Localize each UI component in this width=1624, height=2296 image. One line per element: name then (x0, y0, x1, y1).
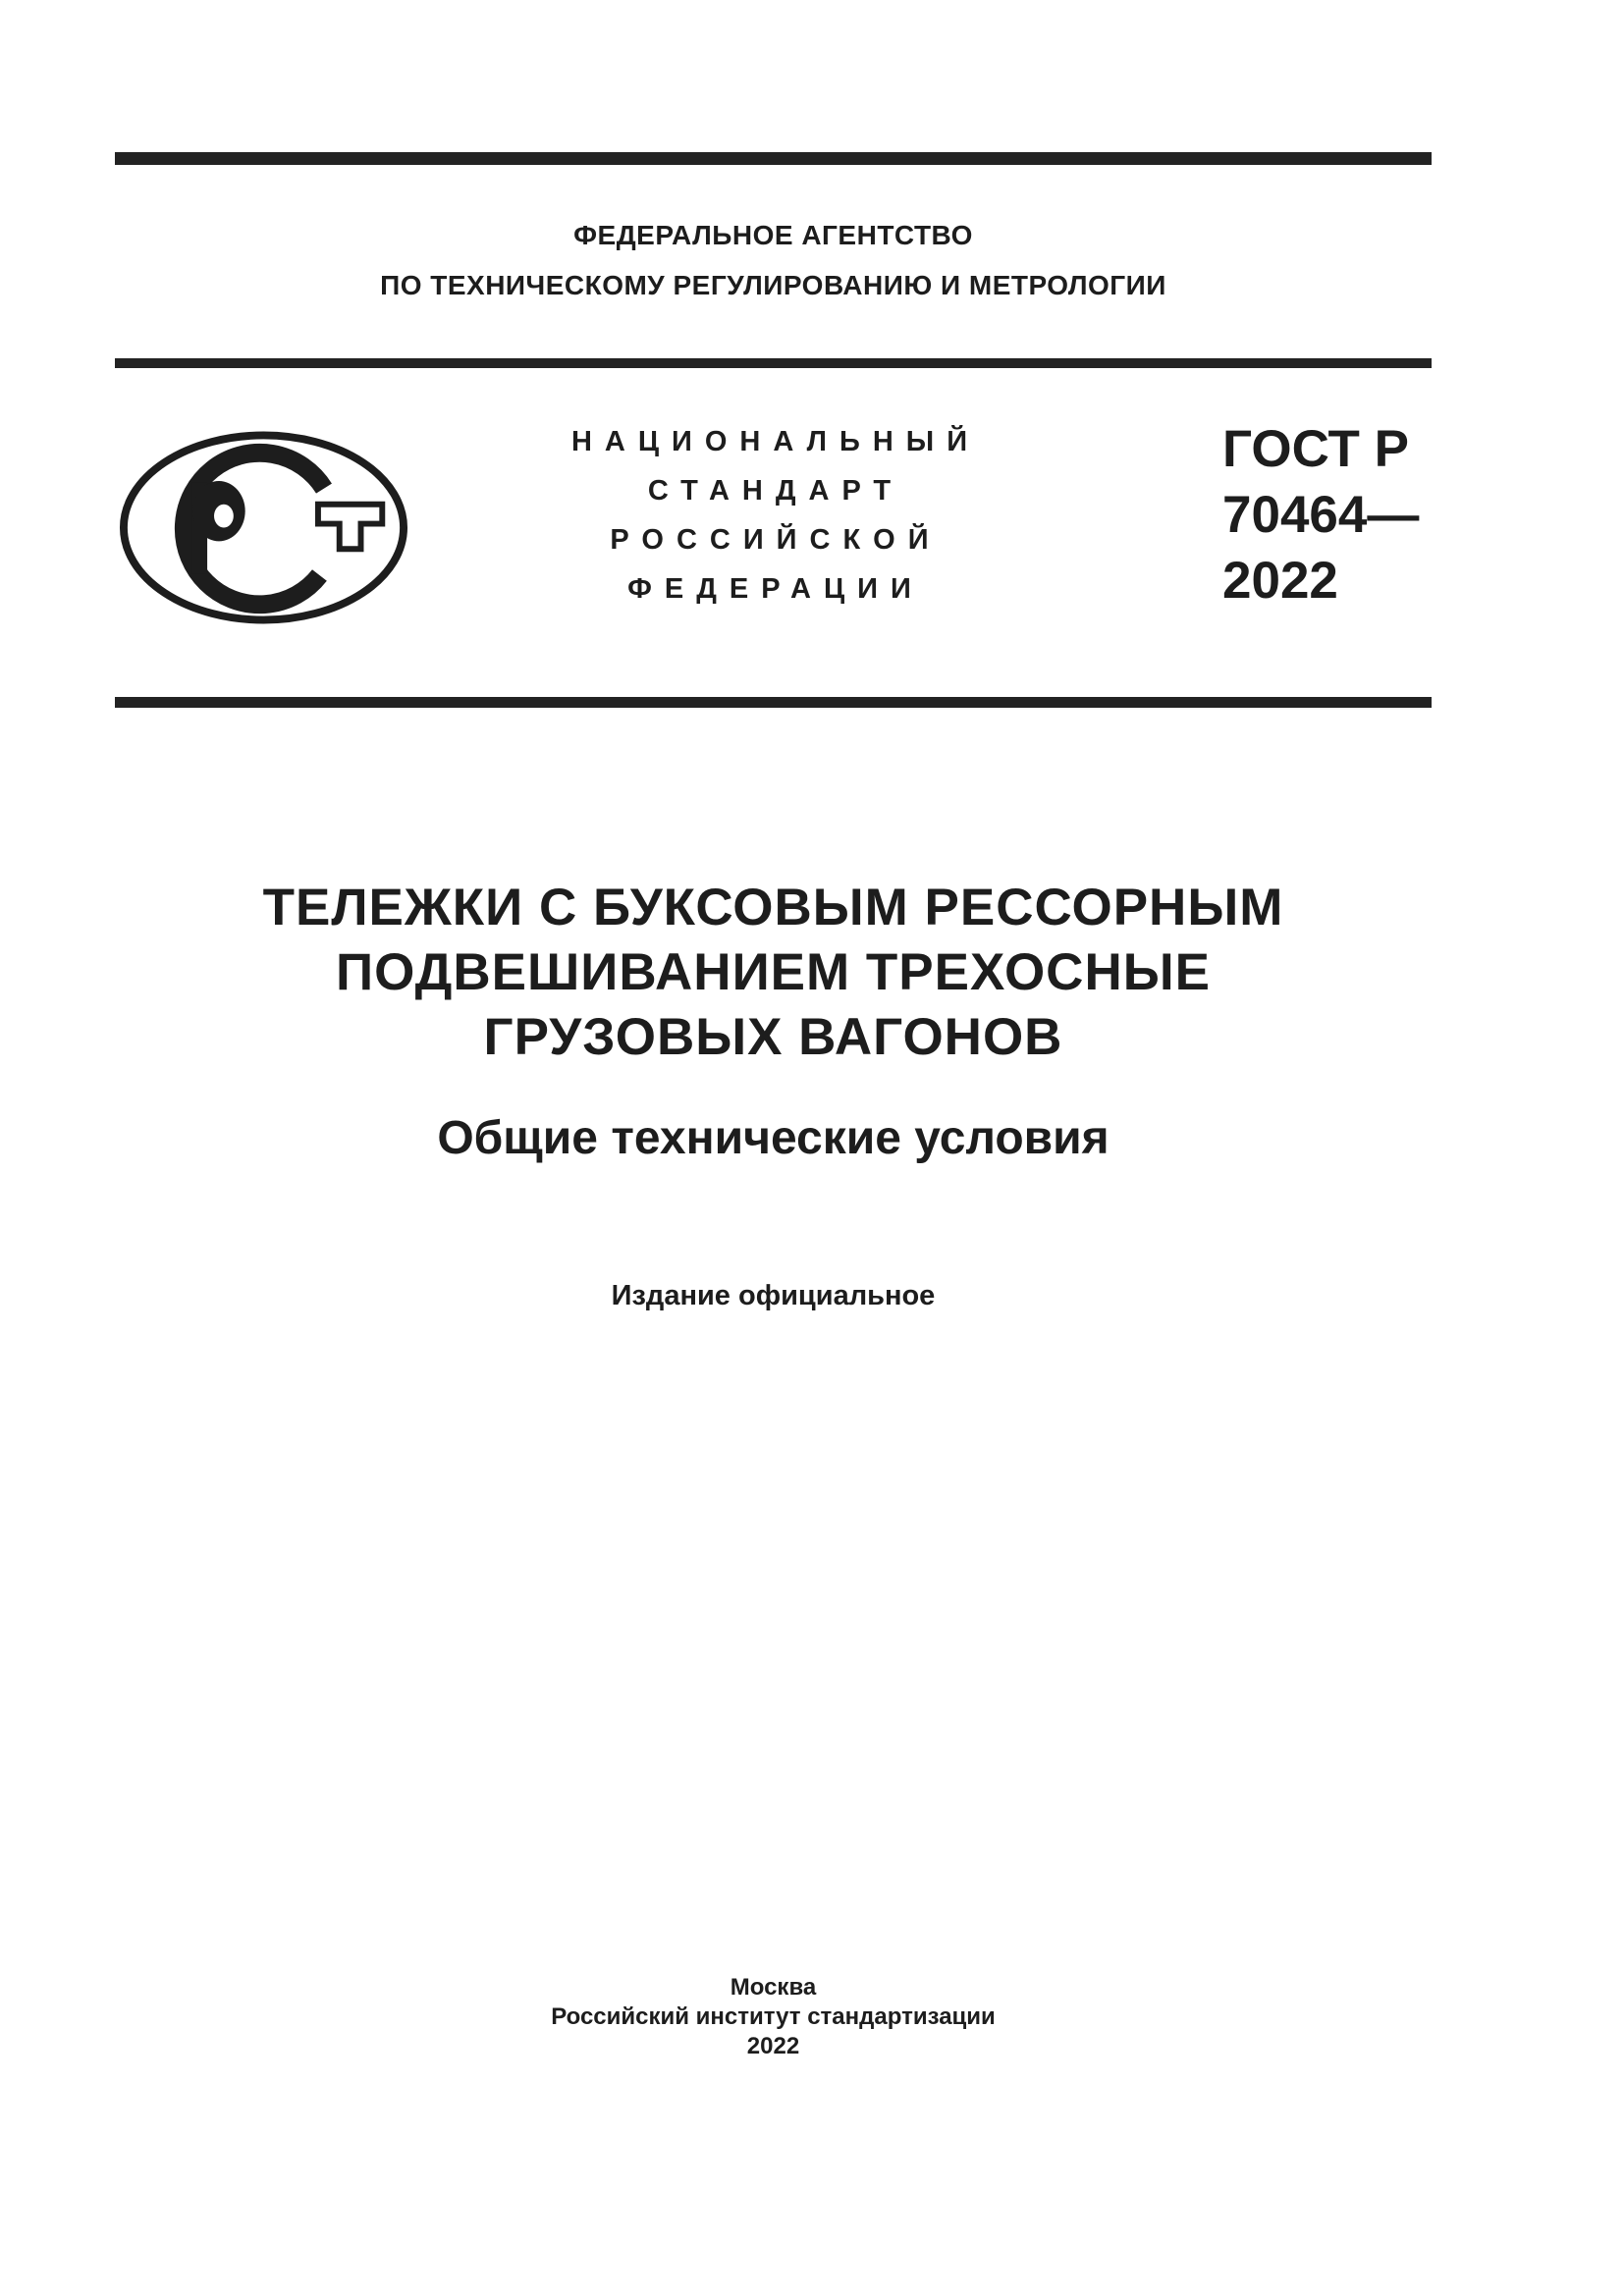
imprint-year: 2022 (746, 2033, 800, 2059)
rst-logo-icon (118, 430, 409, 625)
designation-line-3: 2022 (1222, 552, 1338, 610)
title-line-3: ГРУЗОВЫХ ВАГОНОВ (483, 1008, 1063, 1066)
document-title (115, 876, 1432, 1070)
standard-type-heading (452, 417, 1100, 614)
title-line-1: ТЕЛЕЖКИ С БУКСОВЫМ РЕССОРНЫМ (262, 879, 1284, 936)
designation-line-1: ГОСТ Р (1222, 420, 1409, 478)
standard-type-line-1: НАЦИОНАЛЬНЫЙ (570, 426, 981, 457)
bottom-rule (115, 697, 1432, 708)
standard-designation (1222, 416, 1419, 614)
designation-line-2: 70464— (1222, 486, 1420, 544)
rst-logo-drawing (118, 430, 409, 625)
imprint-publisher: Российский институт стандартизации (551, 2003, 996, 2030)
standard-type-line-2: СТАНДАРТ (647, 475, 904, 507)
imprint-block (115, 1973, 1432, 2061)
top-rule (115, 152, 1432, 165)
agency-header (115, 210, 1432, 310)
standard-type-line-3: РОССИЙСКОЙ (610, 524, 942, 556)
imprint-city: Москва (730, 1974, 817, 2001)
standard-type-line-4: ФЕДЕРАЦИИ (627, 573, 924, 605)
middle-rule (115, 358, 1432, 368)
edition-note: Издание официальное (611, 1280, 936, 1311)
document-subtitle: Общие технические условия (437, 1112, 1110, 1164)
agency-line-2: ПО ТЕХНИЧЕСКОМУ РЕГУЛИРОВАНИЮ И МЕТРОЛОГИИ (380, 270, 1166, 300)
title-line-2: ПОДВЕШИВАНИЕМ ТРЕХОСНЫЕ (336, 943, 1211, 1001)
agency-line-1: ФЕДЕРАЛЬНОЕ АГЕНТСТВО (573, 220, 973, 250)
